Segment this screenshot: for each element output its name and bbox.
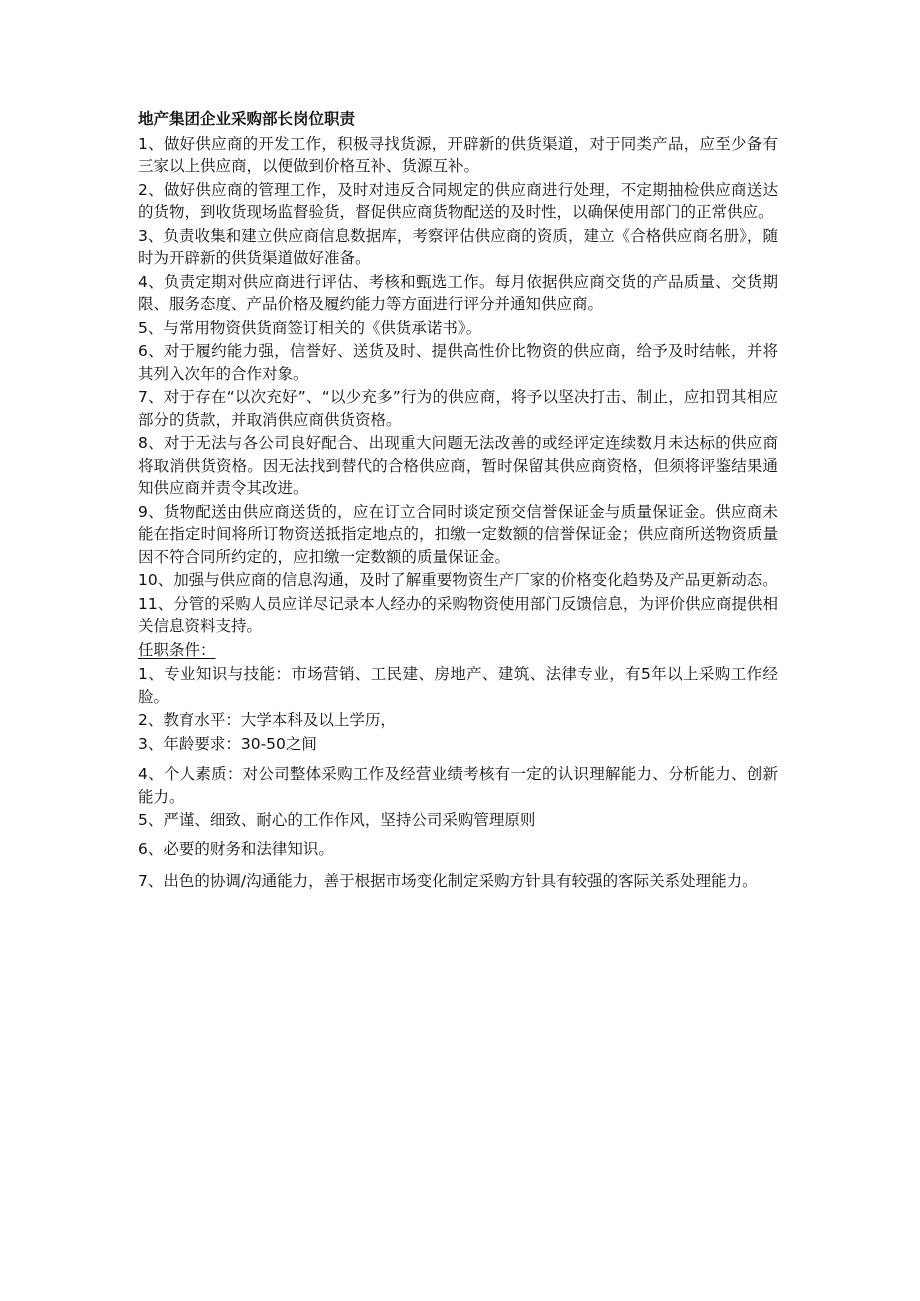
duty-item: 4、负责定期对供应商进行评估、考核和甄选工作。每月依据供应商交货的产品质量、交货期限、服务态度、产品价格及履约能力等方面进行评分并通知供应商。 bbox=[138, 272, 778, 313]
document-body bbox=[138, 108, 778, 894]
duty-item: 7、对于存在“以次充好”、“以少充多”行为的供应商，将予以坚决打击、制止，应扣罚其相应部分的货款，并取消供应商供货资格。 bbox=[138, 388, 778, 429]
requirement-item: 2、教育水平：大学本科及以上学历， bbox=[138, 711, 396, 729]
document-title: 地产集团企业采购部长岗位职责 bbox=[138, 110, 356, 128]
requirements-list bbox=[138, 663, 778, 893]
requirement-item: 5、严谨、细致、耐心的工作作风，坚持公司采购管理原则 bbox=[138, 811, 536, 829]
duties-list bbox=[138, 133, 778, 638]
duty-item: 9、货物配送由供应商送货的，应在订立合同时谈定预交信誉保证金与质量保证金。供应商未能在指定时间将所订物资送抵指定地点的，扣缴一定数额的信誉保证金；供应商所送物资质量因不符合同所约定的，应扣缴一定数额的质量保证金。 bbox=[138, 502, 778, 566]
requirement-item: 6、必要的财务和法律知识。 bbox=[138, 839, 334, 858]
requirement-item: 1、专业知识与技能：市场营销、工民建、房地产、建筑、法律专业，有5年以上采购工作经脸。 bbox=[138, 665, 778, 706]
duty-item: 8、对于无法与各公司良好配合、出现重大问题无法改善的或经评定连续数月未达标的供应商将取消供货资格。因无法找到替代的合格供应商，暂时保留其供应商资格，但须将评鉴结果通知供应商并责令其改进。 bbox=[138, 434, 778, 497]
requirement-item: 4、个人素质：对公司整体采购工作及经营业绩考核有一定的认识理解能力、分析能力、创新能力。 bbox=[138, 765, 778, 806]
requirement-item: 7、出色的协调/沟通能力，善于根据市场变化制定采购方针具有较强的客际关系处理能力。 bbox=[138, 872, 758, 890]
requirement-item: 3、年龄要求：30-50之间 bbox=[138, 734, 317, 753]
requirements-label: 任职条件： bbox=[138, 640, 216, 659]
duty-item: 5、与常用物资供货商签订相关的《供货承诺书》。 bbox=[138, 318, 482, 337]
duty-item: 3、负责收集和建立供应商信息数据库，考察评估供应商的资质，建立《合格供应商名册》，随时为开辟新的供货渠道做好准备。 bbox=[138, 226, 778, 267]
duty-item: 10、加强与供应商的信息沟通，及时了解重要物资生产厂家的价格变化趋势及产品更新动态。 bbox=[138, 571, 778, 589]
duty-item: 11、分管的采购人员应详尽记录本人经办的采购物资使用部门反馈信息，为评价供应商提供相关信息资料支持。 bbox=[138, 594, 778, 635]
duty-item: 1、做好供应商的开发工作，积极寻找货源，开辟新的供货渠道，对于同类产品，应至少备有三家以上供应商，以便做到价格互补、货源互补。 bbox=[138, 134, 778, 175]
requirements-heading bbox=[138, 639, 778, 662]
duty-item: 2、做好供应商的管理工作，及时对违反合同规定的供应商进行处理，不定期抽检供应商送达的货物，到收货现场监督验货，督促供应商货物配送的及时性，以确保使用部门的正常供应。 bbox=[138, 180, 778, 221]
duty-item: 6、对于履约能力强，信誉好、送货及时、提供高性价比物资的供应商，给予及时结帐，并将其列入次年的合作对象。 bbox=[138, 342, 778, 383]
